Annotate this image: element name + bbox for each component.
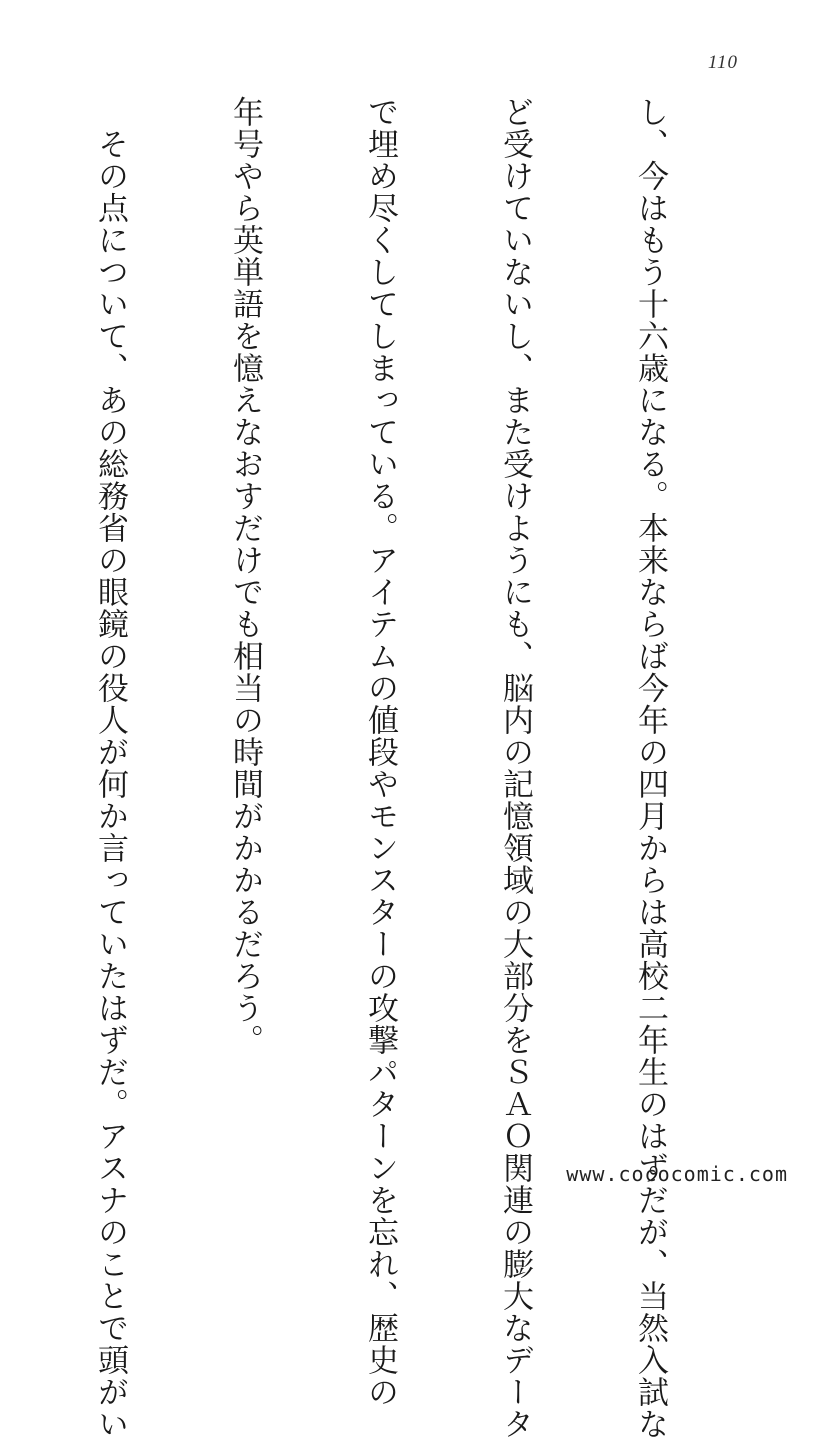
site-watermark: www.cococomic.com <box>566 1162 788 1186</box>
text-line: で埋め尽くしてしまっている。アイテムの値段やモンスターの攻撃パターンを忘れ、歴史の <box>362 96 398 1408</box>
page-number: 110 <box>707 52 738 73</box>
text-line: ど受けていないし、また受けようにも、脳内の記憶領域の大部分をＳＡＯ関連の膨大なデータ <box>497 96 533 1440</box>
text-line: その点について、あの総務省の眼鏡の役人が何か言っていたはずだ。アスナのことで頭がい <box>92 96 128 1440</box>
text-line: 年号やら英単語を憶えなおすだけでも相当の時間がかかるだろう。 <box>227 96 263 1056</box>
text-line: し、今はもう十六歳になる。本来ならば今年の四月からは高校二年生のはずだが、当然入試な <box>632 96 668 1440</box>
